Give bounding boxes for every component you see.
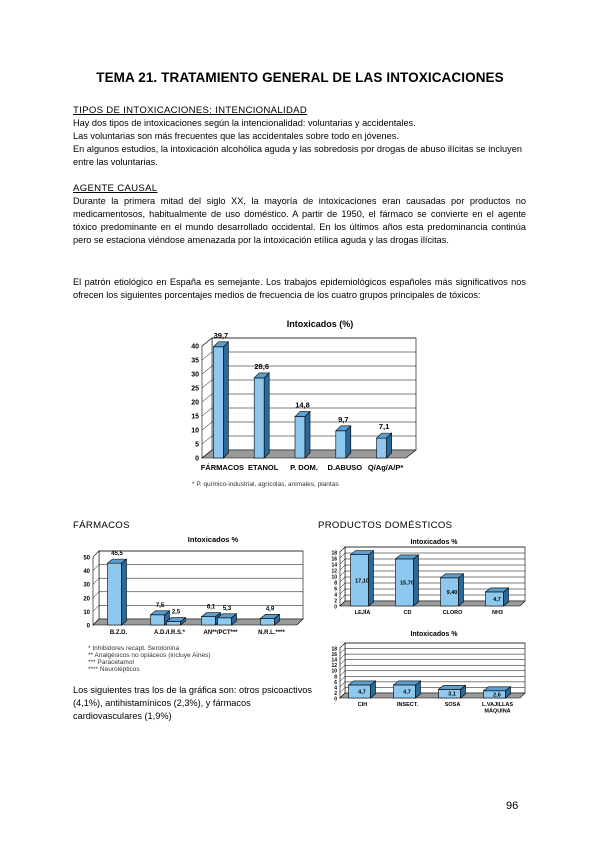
x-tick-label: A.D./I.R.S.* xyxy=(153,630,186,636)
y-tick-label: 40 xyxy=(83,569,90,576)
farmacos-footnotes xyxy=(88,645,211,673)
bar-side xyxy=(369,551,374,606)
y-tick-label: 20 xyxy=(191,399,199,407)
y-tick-label: 10 xyxy=(331,668,337,675)
x-tick-label: Q/Ag/A/P* xyxy=(367,463,404,472)
chart-title: Intoxicados % xyxy=(187,535,239,544)
data-label: 5,3 xyxy=(222,605,232,612)
section-heading: TIPOS DE INTOXICACIONES: INTENCIONALIDAD xyxy=(73,105,308,116)
y-tick-label: 6 xyxy=(334,679,337,686)
chart-title: Intoxicados % xyxy=(410,631,458,638)
bar-side xyxy=(305,412,310,458)
plot-side-wall xyxy=(93,551,99,625)
y-tick-label: 0 xyxy=(334,604,337,611)
y-tick-label: 14 xyxy=(331,562,337,569)
x-tick-label: AN**/PCT*** xyxy=(203,630,238,636)
bar-side xyxy=(223,342,228,458)
data-label: 3,1 xyxy=(448,691,456,698)
text-line: En algunos estudios, la intoxicación alcohólica aguda y las sobredosis por drogas de abuso ilícitas se incluyen entre las voluntarias. xyxy=(73,144,522,167)
text-line: Las voluntarias son más frecuentes que las accidentales sobre todo en jóvenes. xyxy=(73,131,399,141)
main-chart xyxy=(180,318,440,496)
y-tick-label: 10 xyxy=(331,574,337,581)
y-tick-label: 20 xyxy=(83,596,90,603)
x-tick-label: SOSA xyxy=(444,702,461,708)
y-tick-label: 8 xyxy=(334,674,337,681)
y-tick-label: 10 xyxy=(83,609,90,616)
y-tick-label: 18 xyxy=(331,550,337,557)
chart-footnote: * P. químico-industrial, agrícolas, animales, plantas xyxy=(192,481,339,488)
text-line: Hay dos tipos de intoxicaciones según la intencionalidad: voluntarias y accidentales. xyxy=(73,118,416,128)
bar xyxy=(202,617,216,625)
footnote: *** Paracetamol xyxy=(88,659,134,666)
productos-heading: PRODUCTOS DOMÉSTICOS xyxy=(318,520,453,531)
paragraph: Durante la primera mitad del siglo XX, la mayoría de intoxicaciones eran causadas por productos no medicamentosos, habitualmente de uso doméstico. A partir de 1950, el fármaco se convierte en el agente tóxico predominante en el mundo desarrollado occidental. En los últimos años esta predominancia continúa pero se estaciona viéndose amenazada por la intoxicación etílica aguda y las drogas ilícitas. xyxy=(73,196,526,245)
y-tick-label: 14 xyxy=(331,657,337,664)
bar xyxy=(377,438,387,458)
y-tick-label: 16 xyxy=(331,652,337,659)
bar xyxy=(167,622,181,625)
x-tick-label: MÁQUINA xyxy=(484,708,511,715)
data-label: 4,7 xyxy=(403,689,411,696)
data-label: 2,5 xyxy=(171,609,181,616)
section-intencionalidad xyxy=(73,104,526,169)
y-tick-label: 4 xyxy=(334,685,337,692)
data-label: 4,7 xyxy=(493,596,501,603)
paragraph: El patrón etiológico en España es semejante. Los trabajos epidemiológicos españoles más significativos nos ofrecen los siguientes porcentajes medios de frecuencia de los cuatro grupos principales de tóxicos: xyxy=(73,277,526,300)
x-tick-label: INSECT. xyxy=(396,702,419,708)
x-tick-label: CD xyxy=(403,610,412,616)
chart-title: Intoxicados % xyxy=(410,539,458,546)
bar xyxy=(218,618,232,625)
data-label: 15,70 xyxy=(400,580,414,587)
domesticos-chart-1 xyxy=(316,536,536,622)
x-tick-label: LEJÍA xyxy=(354,610,371,616)
y-tick-label: 18 xyxy=(331,646,337,653)
x-tick-label: D.ABUSO xyxy=(327,463,363,472)
bar-top xyxy=(349,681,376,685)
y-tick-label: 12 xyxy=(331,663,337,670)
data-label: 2,6 xyxy=(493,692,501,699)
data-label: 9,7 xyxy=(338,414,349,424)
bar xyxy=(213,347,223,458)
y-tick-label: 16 xyxy=(331,556,337,563)
x-tick-label: NH3 xyxy=(491,610,504,616)
data-label: 45,5 xyxy=(111,551,123,558)
y-tick-label: 50 xyxy=(83,555,90,562)
farmacos-text: Los siguientes tras los de la gráfica son: otros psicoactivos (4,1%), antihistamínicos (2,3%), y fármacos cardiovasculares (1,9%) xyxy=(73,685,312,721)
bar-side xyxy=(346,426,351,458)
y-tick-label: 2 xyxy=(334,690,337,697)
x-tick-label: CIH xyxy=(357,702,368,708)
bar xyxy=(336,431,346,458)
y-tick-label: 10 xyxy=(191,427,199,435)
farmacos-chart xyxy=(73,533,313,643)
section-heading: AGENTE CAUSAL xyxy=(73,183,158,194)
y-tick-label: 0 xyxy=(195,455,199,463)
bar-side xyxy=(122,559,127,625)
data-label: 28,6 xyxy=(254,361,270,371)
y-tick-label: 8 xyxy=(334,580,337,587)
data-label: 17,10 xyxy=(355,578,369,585)
bar-side xyxy=(264,373,269,458)
data-label: 6,1 xyxy=(206,604,216,611)
data-label: 7,1 xyxy=(378,422,390,432)
domesticos-chart-2 xyxy=(316,628,536,714)
x-tick-label: P. DOM. xyxy=(290,463,318,472)
data-label: 39,7 xyxy=(213,330,229,340)
x-tick-label: ETANOL xyxy=(248,463,279,472)
data-label: 4,9 xyxy=(265,606,275,613)
x-tick-label: B.Z.D. xyxy=(109,630,128,636)
y-tick-label: 12 xyxy=(331,568,337,575)
bar-side xyxy=(459,574,464,606)
y-tick-label: 5 xyxy=(195,441,199,449)
y-tick-label: 25 xyxy=(191,385,199,393)
page-title: TEMA 21. TRATAMIENTO GENERAL DE LAS INTOXICACIONES xyxy=(96,70,504,85)
page-number: 96 xyxy=(506,800,519,812)
footnote: **** Neurolépticos xyxy=(88,666,140,673)
data-label: 9,40 xyxy=(446,589,458,596)
y-tick-label: 15 xyxy=(191,413,199,421)
data-label: 4,7 xyxy=(358,689,366,696)
chart-title: Intoxicados (%) xyxy=(286,319,354,329)
bar-top xyxy=(394,681,421,685)
y-tick-label: 40 xyxy=(191,343,199,351)
bar-top xyxy=(439,685,466,689)
y-tick-label: 0 xyxy=(334,696,337,703)
y-tick-label: 30 xyxy=(83,582,90,589)
x-tick-label: N.R.L.**** xyxy=(258,630,285,636)
bar xyxy=(295,417,305,458)
bar xyxy=(254,378,264,458)
bar-top xyxy=(484,687,511,691)
section-agente-causal xyxy=(73,182,526,247)
x-tick-label: CLORO xyxy=(442,610,463,616)
bar xyxy=(151,615,165,625)
y-tick-label: 35 xyxy=(191,357,199,365)
farmacos-heading: FÁRMACOS xyxy=(73,520,130,531)
data-label: 7,5 xyxy=(155,602,165,609)
bar xyxy=(108,563,122,625)
x-tick-label: FÁRMACOS xyxy=(200,463,245,472)
y-tick-label: 4 xyxy=(334,592,337,599)
y-tick-label: 2 xyxy=(334,598,337,605)
y-tick-label: 6 xyxy=(334,586,337,593)
footnote: ** Analgésicos no opiáceos (incluye Aines) xyxy=(88,652,211,659)
x-tick-label: L.VAJILLAS xyxy=(481,702,514,708)
data-label: 14,8 xyxy=(295,400,310,410)
y-tick-label: 0 xyxy=(86,623,90,630)
y-tick-label: 30 xyxy=(191,371,199,379)
footnote: * Inhibidores recapt. Serotonina xyxy=(88,645,180,652)
bar-side xyxy=(414,555,419,606)
bar xyxy=(261,618,275,625)
